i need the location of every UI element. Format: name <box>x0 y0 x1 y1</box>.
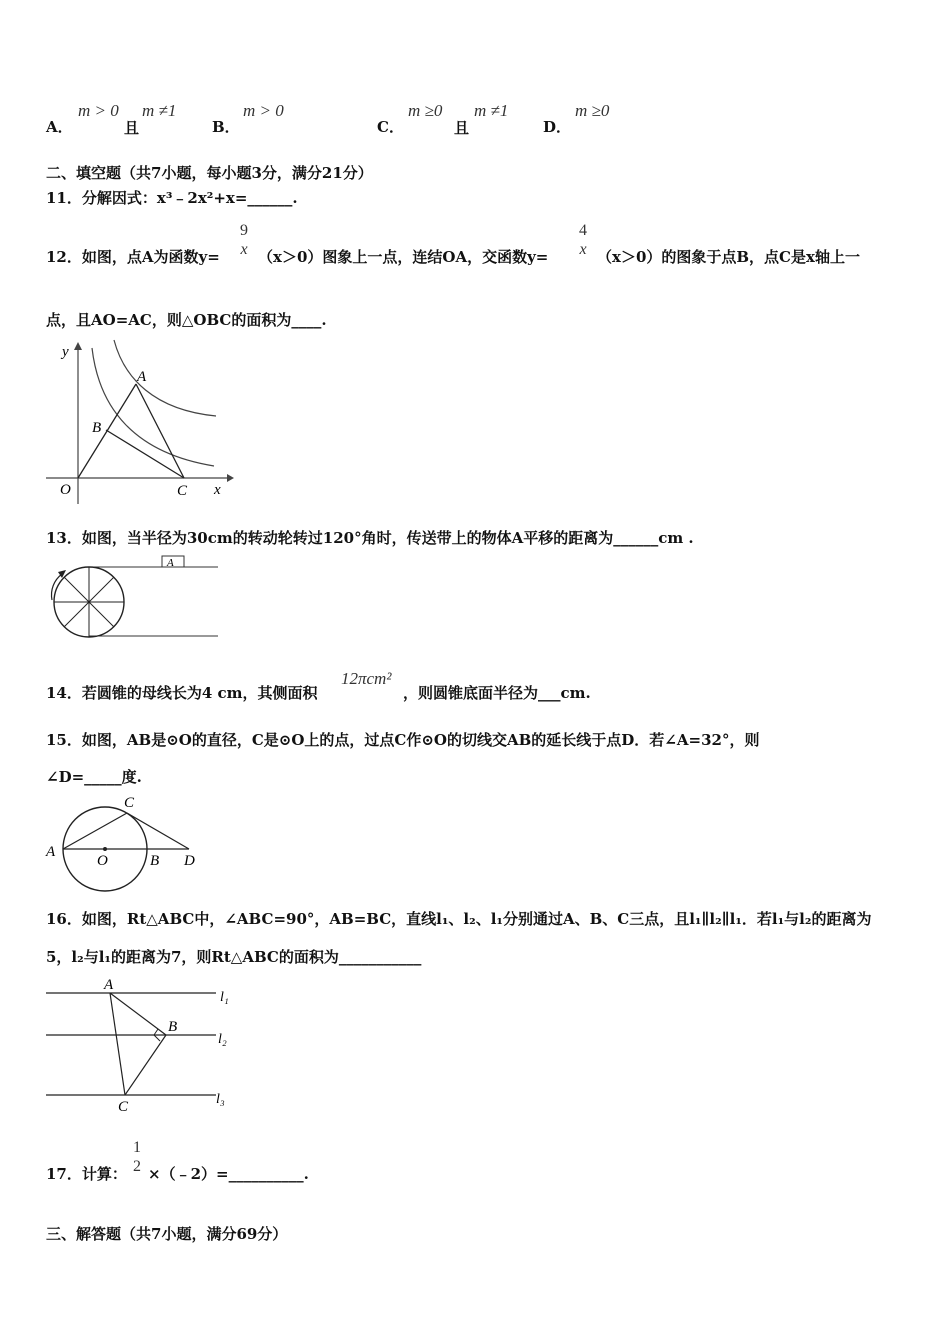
q12-frac2-den: x <box>579 241 587 258</box>
option-c-expr2: m ≠1 <box>474 101 509 120</box>
q12-frac1-num: 9 <box>240 222 248 239</box>
object-a-label: A <box>167 557 174 569</box>
label-a: A <box>46 844 56 860</box>
option-a-expr: m > 0 <box>78 101 119 120</box>
q14-part1: 14．若圆锥的母线长为4 cm，其侧面积 <box>46 684 318 702</box>
option-b-label: B． <box>212 118 240 136</box>
label-o: O <box>60 482 71 498</box>
label-d: D <box>184 853 195 869</box>
q12-frac2-num: 4 <box>579 222 587 239</box>
section-heading-3: 三、解答题（共7小题，满分69分） <box>46 1225 288 1243</box>
option-b-expr: m > 0 <box>243 101 284 120</box>
label-b: B <box>92 420 102 436</box>
q15-figure <box>44 793 204 895</box>
segment-ac <box>63 813 127 849</box>
label-a: A <box>137 369 147 385</box>
q12-part1: 12．如图，点A为函数y= <box>46 248 220 266</box>
segment-ac <box>110 993 125 1095</box>
label-b: B <box>150 853 160 869</box>
q12-part3: （x＞0）的图象于点B，点C是x轴上一 <box>597 248 860 266</box>
option-c-label: C． <box>377 118 404 136</box>
label-l3: l₃ <box>216 1092 225 1107</box>
q15-line2: ∠D=_____度. <box>46 768 142 786</box>
q12-line2: 点，且AO=AC，则△OBC的面积为____. <box>46 311 327 329</box>
q12-fraction-1 <box>237 222 251 259</box>
y-axis-arrow <box>74 342 82 350</box>
question-13: 13．如图，当半径为30cm的转动轮转过120°角时，传送带上的物体A平移的距离为______cm . <box>46 529 694 547</box>
option-d-label: D． <box>543 118 572 136</box>
label-b: B <box>168 1019 178 1035</box>
segment-bc <box>125 1035 166 1095</box>
q16-line2: 5，l₂与l₁的距离为7，则Rt△ABC的面积为___________ <box>46 948 422 966</box>
option-c-conj: 且 <box>454 119 470 137</box>
q13-figure <box>44 552 224 644</box>
question-11: 11．分解因式：x³﹣2x²+x=______. <box>46 189 298 207</box>
label-a: A <box>104 977 114 993</box>
label-y: y <box>62 344 69 360</box>
q17-num: 1 <box>133 1139 141 1156</box>
q14-part2: ，则圆锥底面半径为___cm. <box>403 684 591 702</box>
q14-expr: 12πcm² <box>341 669 392 688</box>
tangent-cd <box>127 813 189 849</box>
label-o: O <box>97 853 108 869</box>
q17-part2: ×（﹣2）=__________. <box>148 1165 309 1183</box>
x-axis-arrow <box>227 474 234 482</box>
option-c-expr: m ≥0 <box>408 101 443 120</box>
label-c: C <box>177 483 188 499</box>
q16-figure <box>44 975 244 1115</box>
section-heading: 二、填空题（共7小题，每小题3分，满分21分） <box>46 164 373 182</box>
label-l1: l₁ <box>220 990 229 1005</box>
center-dot <box>103 847 107 851</box>
q17-fraction <box>130 1139 144 1176</box>
segment-ab <box>110 993 166 1035</box>
option-a-expr2: m ≠1 <box>142 101 177 120</box>
option-a-label: A． <box>46 118 73 136</box>
curve-4-over-x <box>92 348 214 466</box>
option-d-expr: m ≥0 <box>575 101 610 120</box>
q15-line1: 15．如图，AB是⊙O的直径，C是⊙O上的点，过点C作⊙O的切线交AB的延长线于点D．若∠A=32°，则 <box>46 731 760 749</box>
q12-part2: （x＞0）图象上一点，连结OA，交函数y= <box>258 248 549 266</box>
curve-9-over-x <box>114 340 216 416</box>
label-c: C <box>124 795 135 811</box>
q16-line1: 16．如图，Rt△ABC中，∠ABC=90°，AB=BC，直线l₁、l₂、l₁分别通过A、B、C三点，且l₁∥l₂∥l₁．若l₁与l₂的距离为 <box>46 910 872 928</box>
q17-part1: 17．计算： <box>46 1165 127 1183</box>
q12-fraction-2 <box>576 222 590 259</box>
label-x: x <box>214 482 221 498</box>
option-a-conj: 且 <box>124 119 140 137</box>
q17-den: 2 <box>133 1158 141 1175</box>
q12-frac1-den: x <box>240 241 248 258</box>
label-l2: l₂ <box>218 1032 227 1047</box>
label-c: C <box>118 1099 129 1115</box>
q12-figure <box>44 338 234 508</box>
